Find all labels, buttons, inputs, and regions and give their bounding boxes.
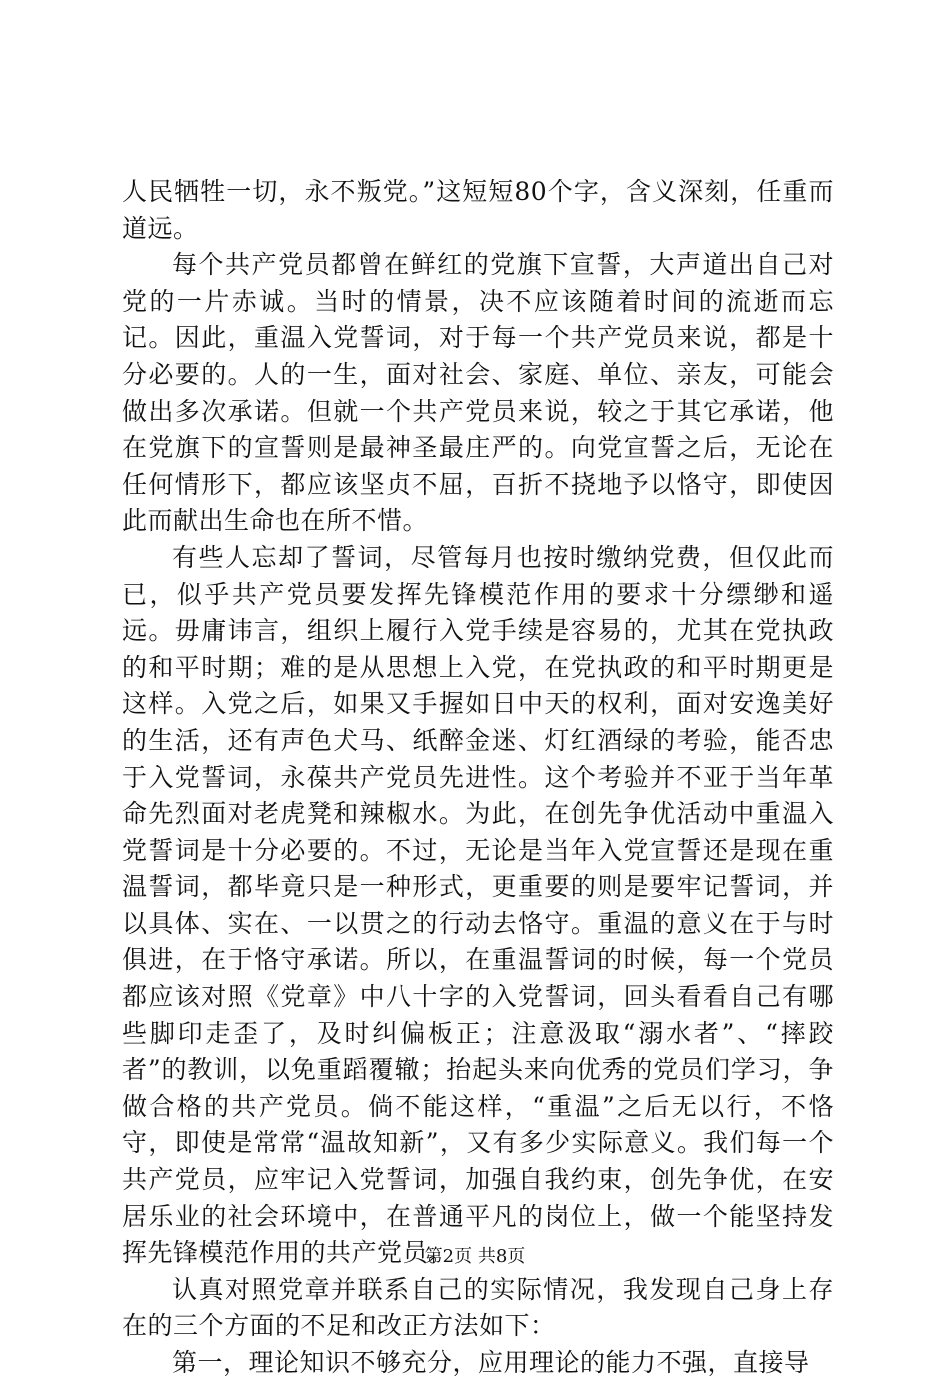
paragraph-oath-meaning: 每个共产党员都曾在鲜红的党旗下宣誓，大声道出自己对党的一片赤诚。当时的情景，决不应该随着时间的流逝而忘记。因此，重温入党誓词，对于每一个共产党员来说，都是十分必要的。人的一生，面对社会、家庭、单位、亲友，可能会做出多次承诺。但就一个共产党员来说，较之于其它承诺，他在党旗下的宣誓则是最神圣最庄严的。向党宣誓之后，无论在任何情形下，都应该坚贞不屈，百折不挠地予以恪守，即使因此而献出生命也在所不惜。 <box>122 250 834 536</box>
paragraph-self-review-intro: 认真对照党章并联系自己的实际情况，我发现自己身上存在的三个方面的不足和改正方法如下： <box>122 1274 834 1341</box>
document-body <box>122 174 834 1382</box>
paragraph-oath-ending: 人民牺牲一切，永不叛党。”这短短80个字，含义深刻，任重而道远。 <box>122 177 834 243</box>
paragraph-revisiting-oath: 有些人忘却了誓词，尽管每月也按时缴纳党费，但仅此而已，似乎共产党员要发挥先锋模范作用的要求十分缥缈和遥远。毋庸讳言，组织上履行入党手续是容易的，尤其在党执政的和平时期；难的是从思想上入党，在党执政的和平时期更是这样。入党之后，如果又手握如日中天的权利，面对安逸美好的生活，还有声色犬马、纸醉金迷、灯红酒绿的考验，能否忠于入党誓词，永葆共产党员先进性。这个考验并不亚于当年革命先烈面对老虎凳和辣椒水。为此，在创先争优活动中重温入党誓词是十分必要的。不过，无论是当年入党宣誓还是现在重温誓词，都毕竟只是一种形式，更重要的则是要牢记誓词，并以具体、实在、一以贯之的行动去恪守。重温的意义在于与时俱进，在于恪守承诺。所以，在重温誓词的时候，每一个党员都应该对照《党章》中八十字的入党誓词，回头看看自己有哪些脚印走歪了，及时纠偏板正；注意汲取“溺水者”、“摔跤者”的教训，以免重蹈覆辙；抬起头来向优秀的党员们学习，争做合格的共产党员。倘不能这样，“重温”之后无以行，不恪守，即使是常常“温故知新”，又有多少实际意义。我们每一个共产党员，应牢记入党誓词，加强自我约束，创先争优，在安居乐业的社会环境中，在普通平凡的岗位上，做一个能坚持发挥先锋模范作用的共产党员。 <box>122 542 834 1268</box>
page-number-footer: 第2页 共8页 <box>424 1246 526 1267</box>
paragraph-first-shortcoming: 第一，理论知识不够充分，应用理论的能力不强，直接导 <box>172 1348 810 1377</box>
